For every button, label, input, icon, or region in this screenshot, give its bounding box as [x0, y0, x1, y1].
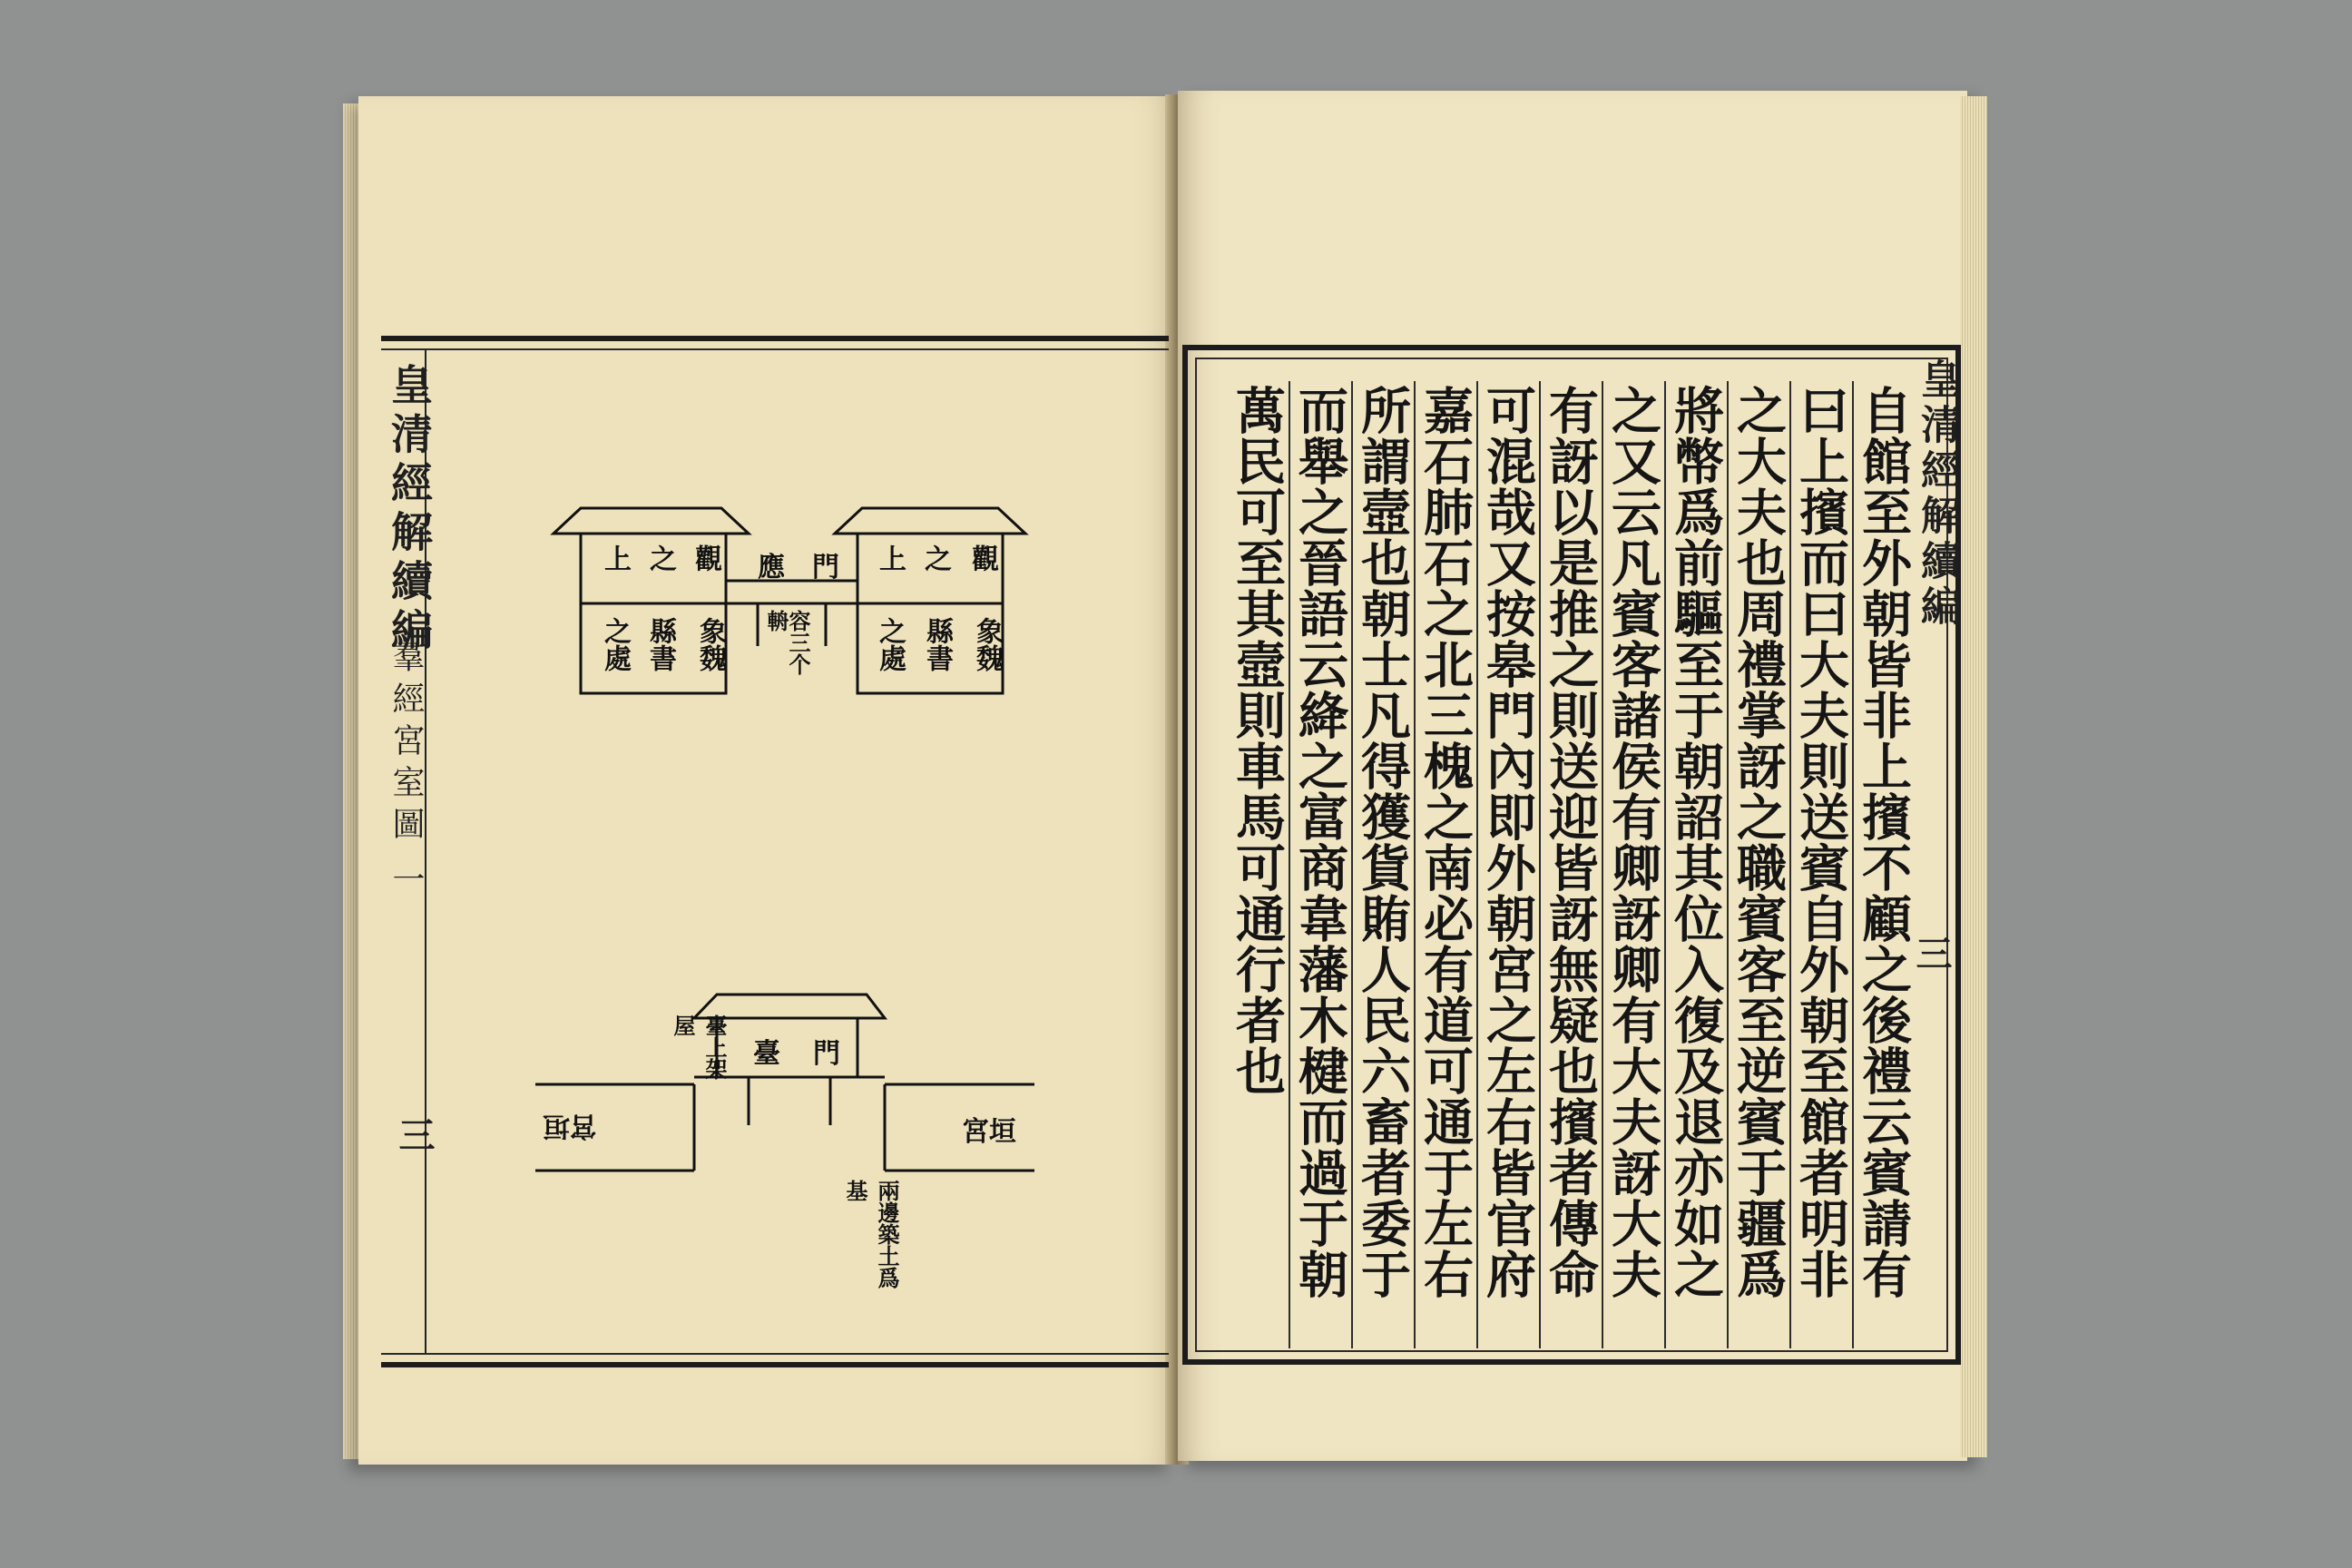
right-folio: 三: [1910, 935, 1953, 971]
text-column: 有訝以是推之則送迎皆訝無疑也擯者傳命: [1539, 381, 1602, 1348]
right-tower-zhi: 之: [644, 544, 676, 572]
left-tower-xiangwei: 象魏: [971, 617, 1003, 671]
right-tower-shang: 上: [599, 544, 631, 572]
palace-wall-right: 宮垣: [962, 1116, 1016, 1148]
text-column: 所謂壼也朝士凡得獲貨賄人民六畜者委于: [1351, 381, 1414, 1348]
right-tower-xuanshu: 縣書: [644, 617, 676, 671]
ying-gate-note-2: 輈: [763, 610, 789, 632]
left-tower-xuanshu: 縣書: [921, 617, 953, 671]
left-page-frame: [381, 336, 1169, 1367]
palace-wall-left: 宮垣: [543, 1110, 597, 1142]
right-page-text: [1207, 381, 1915, 1352]
left-tower-zhi: 之: [919, 544, 951, 572]
text-column: 萬民可至其壼則車馬可通行者也: [1228, 385, 1287, 1096]
right-tower-zhichu: 之處: [599, 617, 631, 671]
left-tower-zhichu: 之處: [874, 617, 906, 671]
text-column: 自館至外朝皆非上擯不顧之後禮云賓請有: [1852, 381, 1915, 1348]
text-column: 之又云凡賓客諸侯有卿訝卿有大夫訝大夫: [1602, 381, 1664, 1348]
right-page-edge: [1960, 96, 1987, 1457]
left-folio: 三: [393, 1116, 436, 1152]
tai-gate-label: 臺門: [753, 1038, 873, 1070]
left-tower-shang: 上: [874, 544, 906, 572]
text-column: 曰上擯而曰大夫則送賓自外朝至館者明非: [1789, 381, 1852, 1348]
ying-gate-label: 應門: [758, 552, 867, 583]
left-section-number: 一: [387, 862, 425, 904]
left-running-title: 皇清經解續編: [385, 363, 434, 657]
text-column: 嘉石肺石之北三槐之南必有道可通于左右: [1414, 381, 1476, 1348]
text-column: 而舉之晉語云絳之富商韋藩木楗而過于朝: [1289, 381, 1351, 1348]
left-frame-inner: [381, 348, 1169, 1355]
text-column: 可混哉又按皋門內即外朝宮之左右皆官府: [1476, 381, 1539, 1348]
text-column: 將幣爲前驅至于朝詔其位入復及退亦如之: [1664, 381, 1727, 1348]
left-tower-guan: 觀: [966, 544, 998, 572]
right-tower-xiangwei: 象魏: [694, 617, 726, 671]
left-section-title: 羣經宮室圖: [387, 640, 425, 848]
right-running-title: 皇清經解續編: [1914, 358, 1960, 631]
right-tower-guan: 觀: [690, 544, 721, 572]
tai-gate-roof-note: 臺上架屋: [670, 1014, 728, 1080]
base-note: 兩邊築土爲基: [842, 1180, 900, 1289]
ying-gate-note: 容三个: [785, 610, 811, 675]
text-column: 之大夫也周禮掌訝之職賓客至逆賓于疆爲: [1727, 381, 1789, 1348]
